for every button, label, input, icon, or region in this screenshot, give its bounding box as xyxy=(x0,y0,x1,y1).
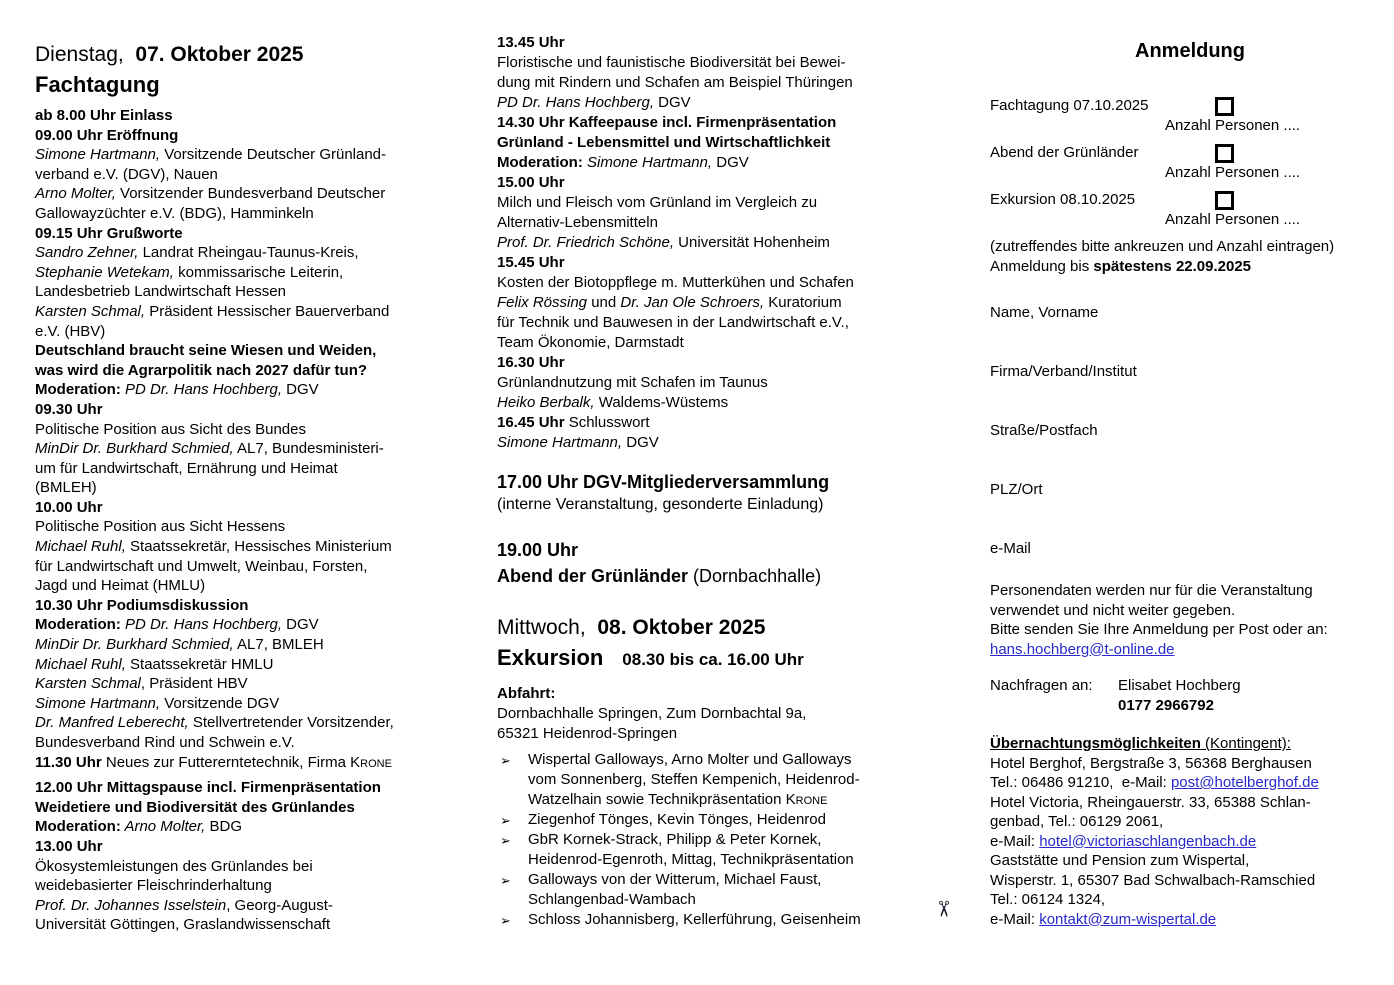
text-run: Karsten Schmal xyxy=(35,675,141,693)
text-run: 09.15 Uhr Grußworte xyxy=(35,224,183,242)
line xyxy=(497,495,942,515)
text-run: 09.30 Uhr xyxy=(35,400,103,418)
text-run: Krone xyxy=(785,791,828,808)
text-run: Hotel Victoria, Rheingauerstr. 33, 65388 Schlan- xyxy=(990,793,1311,811)
contact-line xyxy=(990,676,1390,696)
bullet-line xyxy=(528,890,942,910)
line xyxy=(497,684,942,704)
text-run: Simone Hartmann, xyxy=(35,694,161,712)
line xyxy=(497,724,942,744)
line xyxy=(35,243,480,263)
text-run: 10.30 Uhr Podiumsdiskussion xyxy=(35,596,249,614)
line xyxy=(990,871,1390,891)
line xyxy=(35,694,480,714)
text-run: (Kontingent): xyxy=(1200,735,1291,752)
text-run: , Georg-August- xyxy=(226,896,333,914)
text-run: DGV xyxy=(282,381,319,399)
text-run: (interne Veranstaltung, gesonderte Einladung) xyxy=(497,496,824,513)
day1-title xyxy=(35,70,480,100)
text-run: Elisabet Hochberg xyxy=(1118,677,1241,694)
bullet-line xyxy=(528,770,942,790)
line xyxy=(35,126,480,146)
line xyxy=(35,778,480,798)
text-run: Michael Ruhl, xyxy=(35,538,126,556)
checkbox-label xyxy=(990,191,1135,208)
text-run: 13.00 Uhr xyxy=(35,837,103,855)
text-run: kommissarische Leiterin, xyxy=(173,263,344,281)
text-run: Moderation: xyxy=(35,818,121,836)
text-run: Abend der Grünländer xyxy=(497,566,689,586)
email-link-wispertal[interactable]: kontakt@zum-wispertal.de xyxy=(1039,910,1217,928)
text-run: 07. Oktober 2025 xyxy=(135,43,304,66)
line xyxy=(35,184,480,204)
line xyxy=(35,896,480,916)
line xyxy=(35,400,480,420)
text-run: 08. Oktober 2025 xyxy=(597,616,766,639)
text-run: Wisperstr. 1, 65307 Bad Schwalbach-Ramschied xyxy=(990,871,1316,889)
text-run: e-Mail: xyxy=(990,910,1040,928)
text-run: Dienstag, xyxy=(35,43,136,66)
text-run: PD Dr. Hans Hochberg, xyxy=(120,616,282,634)
text-run: ab 8.00 Uhr Einlass xyxy=(35,107,173,124)
text-run: Fachtagung 07.10.2025 xyxy=(990,97,1149,114)
line xyxy=(497,193,942,213)
line xyxy=(497,373,942,393)
bullet-line xyxy=(528,830,942,850)
text-run: Exkursion 08.10.2025 xyxy=(990,191,1136,208)
text-run: 08.30 bis ca. 16.00 Uhr xyxy=(622,650,804,669)
anmeldung-title xyxy=(990,38,1390,64)
line xyxy=(990,793,1390,813)
line xyxy=(35,459,480,479)
line xyxy=(35,263,480,283)
text-run: spätestens 22.09.2025 xyxy=(1093,257,1252,275)
text-run: Straße/Postfach xyxy=(990,422,1098,439)
line xyxy=(497,393,942,413)
text-run: Prof. Dr. Friedrich Schöne, xyxy=(497,234,675,251)
text-run: Wispertal Galloways, Arno Molter und Galloways xyxy=(528,751,852,768)
text-run: Bundesverband Rind und Schwein e.V. xyxy=(35,734,295,751)
checkbox-label xyxy=(990,97,1148,114)
text-run: vom Sonnenberg, Steffen Kempenich, Heidenrod- xyxy=(528,771,860,788)
text-run: , Präsident HBV xyxy=(140,675,248,693)
checkbox-label xyxy=(990,144,1138,161)
text-run: Bitte senden Sie Ihre Anmeldung per Post oder an: xyxy=(990,621,1328,638)
line xyxy=(35,713,480,733)
line xyxy=(35,380,480,400)
text-run: Staatssekretär HMLU xyxy=(125,655,274,673)
text-run: Abend der Grünländer xyxy=(990,144,1139,161)
spacer xyxy=(497,453,942,469)
text-run: Karsten Schmal, xyxy=(35,302,146,320)
text-run: 0177 2966792 xyxy=(1118,696,1214,714)
text-run: Stephanie Wetekam, xyxy=(35,263,174,281)
line xyxy=(35,322,480,342)
text-run: was wird die Agrarpolitik nach 2027 dafür tun? xyxy=(35,361,368,379)
text-run: Ziegenhof Tönges, Kevin Tönges, Heidenrod xyxy=(528,811,826,828)
text-run: Galloways von der Witterum, Michael Faust, xyxy=(528,871,822,888)
text-run: genbad, Tel.: 06129 2061, xyxy=(990,813,1164,830)
field-email xyxy=(990,539,1390,559)
text-run: 11.30 Uhr xyxy=(35,753,102,771)
line xyxy=(497,213,942,233)
text-run: e-Mail: xyxy=(990,832,1040,850)
line xyxy=(990,237,1390,257)
line xyxy=(35,615,480,635)
text-run: Moderation: xyxy=(35,381,121,399)
text-run: Schloss Johannisberg, Kellerführung, Geisenheim xyxy=(528,911,861,928)
line xyxy=(35,478,480,498)
text-run: Krone xyxy=(350,753,392,771)
spacer xyxy=(497,676,942,684)
text-run: und xyxy=(587,294,621,311)
text-run: Moderation: xyxy=(35,616,121,634)
line xyxy=(990,581,1390,601)
arrow-bullet-icon: ➢ xyxy=(500,873,511,888)
line xyxy=(990,620,1390,640)
text-run: Sandro Zehner, xyxy=(35,244,139,262)
text-run: Exkursion xyxy=(497,645,604,670)
text-run: Dornbachhalle Springen, Zum Dornbachtal 9a, xyxy=(497,705,807,722)
text-run: Arno Molter, xyxy=(35,185,116,203)
excursion-stop-1 xyxy=(497,750,942,810)
line xyxy=(497,113,942,133)
text-run xyxy=(603,650,622,669)
text-run: Politische Position aus Sicht des Bundes xyxy=(35,420,306,438)
line xyxy=(35,674,480,694)
text-run: Arno Molter, xyxy=(120,818,206,836)
line xyxy=(35,537,480,557)
text-run: Universität Hohenheim xyxy=(674,234,830,251)
text-run: Prof. Dr. Johannes Isselstein xyxy=(35,896,227,914)
field-strasse-postfach xyxy=(990,421,1390,441)
line xyxy=(497,153,942,173)
text-run: 13.45 Uhr xyxy=(497,34,565,51)
text-run: DGV xyxy=(282,616,319,634)
line xyxy=(497,253,942,273)
email-link-victoria[interactable]: hotel@victoriaschlangenbach.de xyxy=(1039,832,1257,850)
line xyxy=(497,53,942,73)
line xyxy=(497,413,942,433)
text-run: Anzahl Personen .... xyxy=(1165,211,1301,228)
line xyxy=(990,601,1390,621)
line xyxy=(35,733,480,753)
line xyxy=(990,890,1390,910)
text-run: Deutschland braucht seine Wiesen und Weiden, xyxy=(35,342,377,360)
scissors-cut-icon: ✂ xyxy=(931,899,956,919)
program-column-day1 xyxy=(35,40,480,935)
line xyxy=(35,837,480,857)
text-run: um für Landwirtschaft, Ernährung und Heimat xyxy=(35,459,338,477)
text-run: 15.00 Uhr xyxy=(497,174,565,191)
text-run: (Dornbachhalle) xyxy=(688,566,822,586)
bullet-line xyxy=(528,870,942,890)
text-run: Schlangenbad-Wambach xyxy=(528,891,696,908)
text-run: Fachtagung xyxy=(35,72,160,97)
excursion-stop-5 xyxy=(497,910,942,930)
text-run: DGV xyxy=(622,434,659,451)
text-run: Anzahl Personen .... xyxy=(1165,117,1301,134)
line xyxy=(35,753,480,773)
email-link-registration[interactable]: hans.hochberg@t-online.de xyxy=(990,640,1175,658)
text-run: 12.00 Uhr Mittagspause incl. Firmenpräsentation xyxy=(35,779,381,797)
text-run: Milch und Fleisch vom Grünland im Vergleich zu xyxy=(497,194,818,211)
text-run: Alternativ-Lebensmitteln xyxy=(497,214,658,231)
bullet-line xyxy=(528,850,942,870)
line xyxy=(990,773,1390,793)
text-run: Ökosystemleistungen des Grünlandes bei xyxy=(35,857,313,875)
text-run: 10.00 Uhr xyxy=(35,498,103,516)
line xyxy=(35,635,480,655)
text-run: Gallowayzüchter e.V. (BDG), Hamminkeln xyxy=(35,204,314,222)
members-meeting-heading xyxy=(497,469,942,495)
email-link-berghof[interactable]: post@hotelberghof.de xyxy=(1170,774,1319,791)
text-run: 09.00 Uhr Eröffnung xyxy=(35,126,179,144)
text-run: (BMLEH) xyxy=(35,479,97,497)
text-run: für Technik und Bauwesen in der Landwirtschaft e.V., xyxy=(497,314,849,331)
line xyxy=(990,832,1390,852)
text-run: BDG xyxy=(205,818,242,836)
text-run: Hotel Berghof, Bergstraße 3, 56368 Berghausen xyxy=(990,754,1312,772)
text-run: Weidetiere und Biodiversität des Grünlandes xyxy=(35,798,355,816)
text-run: Watzelhain sowie Technikpräsentation xyxy=(528,791,786,808)
text-run: 16.45 Uhr xyxy=(497,414,565,431)
text-run: verband e.V. (DGV), Nauen xyxy=(35,165,218,183)
line xyxy=(35,361,480,381)
bullet-line xyxy=(528,910,942,930)
text-run: verwendet und nicht weiter gegeben. xyxy=(990,601,1236,619)
text-run: Politische Position aus Sicht Hessens xyxy=(35,518,286,536)
text-run: PD Dr. Hans Hochberg, xyxy=(120,381,282,399)
spacer xyxy=(990,276,1390,303)
text-run: Landesbetrieb Landwirtschaft Hessen xyxy=(35,283,286,301)
text-run: Floristische und faunistische Biodiversität bei Bewei- xyxy=(497,54,846,71)
bullet-line xyxy=(528,790,942,810)
line xyxy=(35,857,480,877)
text-run: Nachfragen an: xyxy=(990,677,1093,694)
text-run: Moderation: xyxy=(497,154,583,171)
spacer xyxy=(990,715,1390,734)
text-run: 15.45 Uhr xyxy=(497,254,565,271)
spacer xyxy=(497,589,942,613)
line xyxy=(35,498,480,518)
line xyxy=(497,353,942,373)
bullet-line xyxy=(528,750,942,770)
line xyxy=(35,204,480,224)
day2-title xyxy=(497,643,942,676)
text-run: Heiko Berbalk, xyxy=(497,394,595,411)
text-run: Kosten der Biotoppflege m. Mutterkühen und Schafen xyxy=(497,274,854,291)
anzahl-personen-line xyxy=(1165,163,1390,183)
text-run: PD Dr. Hans Hochberg, xyxy=(497,94,655,111)
text-run: Heidenrod-Egenroth, Mittag, Technikpräsentation xyxy=(528,851,854,868)
line xyxy=(990,640,1390,660)
line xyxy=(497,433,942,453)
text-run: PLZ/Ort xyxy=(990,481,1043,498)
line xyxy=(990,812,1390,832)
text-run: 65321 Heidenrod-Springen xyxy=(497,725,678,742)
text-run: Landrat Rheingau-Taunus-Kreis, xyxy=(138,244,359,262)
checkbox-row xyxy=(990,143,1390,163)
arrow-bullet-icon: ➢ xyxy=(500,813,511,828)
text-run: Simone Hartmann, xyxy=(497,434,623,451)
checkbox-row xyxy=(990,190,1390,210)
text-run: Grünland - Lebensmittel und Wirtschaftlichkeit xyxy=(497,134,831,151)
text-run: Vorsitzende DGV xyxy=(160,694,280,712)
text-run: Abfahrt: xyxy=(497,685,556,702)
text-run: 19.00 Uhr xyxy=(497,540,579,560)
anzahl-personen-line xyxy=(1165,116,1390,136)
text-run: Schlusswort xyxy=(564,414,650,431)
text-run: Michael Ruhl, xyxy=(35,655,126,673)
text-run: 14.30 Uhr Kaffeepause incl. Firmenpräsentation xyxy=(497,114,837,131)
program-column-day2 xyxy=(497,33,942,930)
arrow-bullet-icon: ➢ xyxy=(500,913,511,928)
day1-heading xyxy=(35,40,480,70)
text-run: Tel.: 06124 1324, xyxy=(990,891,1106,908)
text-run: (zutreffendes bitte ankreuzen und Anzahl eintragen) xyxy=(990,238,1335,255)
text-run: GbR Kornek-Strack, Philipp & Peter Kornek, xyxy=(528,831,822,848)
line xyxy=(497,33,942,53)
text-run: DGV xyxy=(712,154,749,171)
line xyxy=(35,341,480,361)
registration-column xyxy=(990,38,1390,929)
excursion-stop-3 xyxy=(497,830,942,870)
text-run: Staatssekretär, Hessisches Ministerium xyxy=(125,538,392,556)
text-run: DGV xyxy=(654,94,691,111)
line xyxy=(497,73,942,93)
text-run: Felix Rössing xyxy=(497,294,588,311)
checkbox-fachtagung[interactable] xyxy=(1215,97,1234,116)
line xyxy=(497,233,942,253)
line xyxy=(497,293,942,313)
spacer xyxy=(990,659,1390,676)
line xyxy=(35,517,480,537)
line xyxy=(990,851,1390,871)
text-run: Name, Vorname xyxy=(990,304,1099,321)
text-run: e.V. (HBV) xyxy=(35,322,106,340)
anzahl-personen-line xyxy=(1165,210,1390,230)
line xyxy=(497,333,942,353)
big xyxy=(497,537,942,563)
spacer xyxy=(497,515,942,537)
text-run: Vorsitzender Bundesverband Deutscher xyxy=(115,185,386,203)
arrow-bullet-icon: ➢ xyxy=(500,753,511,768)
line xyxy=(35,817,480,837)
text-run: Universität Göttingen, Graslandwissenschaft xyxy=(35,916,331,934)
line xyxy=(35,876,480,896)
line xyxy=(497,313,942,333)
line xyxy=(497,273,942,293)
line xyxy=(35,145,480,165)
contact-phone xyxy=(990,696,1390,716)
accommodation-heading xyxy=(990,734,1390,754)
text-run: Firma/Verband/Institut xyxy=(990,363,1137,380)
text-run: AL7, Bundesministeri- xyxy=(233,440,384,458)
text-run: Neues zur Futtererntetechnik, Firma xyxy=(101,753,351,771)
field-name-vorname xyxy=(990,303,1390,323)
text-run: für Landwirtschaft und Umwelt, Weinbau, Forsten, xyxy=(35,557,368,575)
text-run: Personendaten werden nur für die Veranstaltung xyxy=(990,582,1313,599)
line xyxy=(497,93,942,113)
line xyxy=(35,106,480,126)
text-run: Anzahl Personen .... xyxy=(1165,164,1301,181)
text-run: Tel.: 06486 91210, e-Mail: xyxy=(990,774,1171,791)
line xyxy=(497,704,942,724)
text-run: weidebasierter Fleischrinderhaltung xyxy=(35,877,272,895)
line xyxy=(35,302,480,322)
text-run: Gaststätte und Pension zum Wispertal, xyxy=(990,852,1250,869)
text-run: Dr. Jan Ole Schroers, xyxy=(620,294,765,311)
text-run: Präsident Hessischer Bauerverband xyxy=(145,302,390,320)
text-run: Übernachtungsmöglichkeiten xyxy=(990,735,1201,752)
field-firma-verband-institut xyxy=(990,362,1390,382)
line xyxy=(35,165,480,185)
text-run: 16.30 Uhr xyxy=(497,354,565,371)
text-run: Kuratorium xyxy=(764,294,842,311)
text-run: dung mit Rindern und Schafen am Beispiel Thüringen xyxy=(497,74,853,91)
line xyxy=(35,798,480,818)
excursion-stop-4 xyxy=(497,870,942,910)
text-run: Simone Hartmann, xyxy=(35,146,161,164)
line xyxy=(990,754,1390,774)
line xyxy=(497,133,942,153)
field-plz-ort xyxy=(990,480,1390,500)
line xyxy=(35,420,480,440)
line xyxy=(35,655,480,675)
text-run: Mittwoch, xyxy=(497,616,598,639)
text-run: MinDir Dr. Burkhard Schmied, xyxy=(35,636,234,654)
evening-event-heading xyxy=(497,563,942,589)
checkbox-abend-gruenlaender[interactable] xyxy=(1215,144,1234,163)
day2-heading xyxy=(497,613,942,643)
line xyxy=(35,439,480,459)
line xyxy=(35,557,480,577)
line xyxy=(990,910,1390,930)
line xyxy=(35,224,480,244)
deadline-line xyxy=(990,257,1390,277)
excursion-stop-2 xyxy=(497,810,942,830)
text-run: AL7, BMLEH xyxy=(233,636,324,654)
text-run: MinDir Dr. Burkhard Schmied, xyxy=(35,440,234,458)
checkbox-exkursion[interactable] xyxy=(1215,191,1234,210)
line xyxy=(35,282,480,302)
text-run: e-Mail xyxy=(990,540,1031,557)
line xyxy=(35,576,480,596)
text-run: 17.00 Uhr DGV-Mitgliederversammlung xyxy=(497,472,830,492)
line xyxy=(35,596,480,616)
bullet-line xyxy=(528,810,942,830)
text-run: Stellvertretender Vorsitzender, xyxy=(188,714,394,732)
text-run: Waldems-Wüstems xyxy=(594,394,729,411)
text-run: Dr. Manfred Leberecht, xyxy=(35,714,189,732)
checkbox-row xyxy=(990,96,1390,116)
text-run: Anmeldung xyxy=(1135,40,1245,62)
text-run: Simone Hartmann, xyxy=(582,154,713,171)
text-run: Team Ökonomie, Darmstadt xyxy=(497,334,684,351)
text-run: Anmeldung bis xyxy=(990,257,1094,275)
line xyxy=(497,173,942,193)
text-run: Jagd und Heimat (HMLU) xyxy=(35,577,206,595)
text-run: Vorsitzende Deutscher Grünland- xyxy=(160,146,387,164)
text-run: Grünlandnutzung mit Schafen im Taunus xyxy=(497,374,768,391)
arrow-bullet-icon: ➢ xyxy=(500,833,511,848)
line xyxy=(35,915,480,935)
